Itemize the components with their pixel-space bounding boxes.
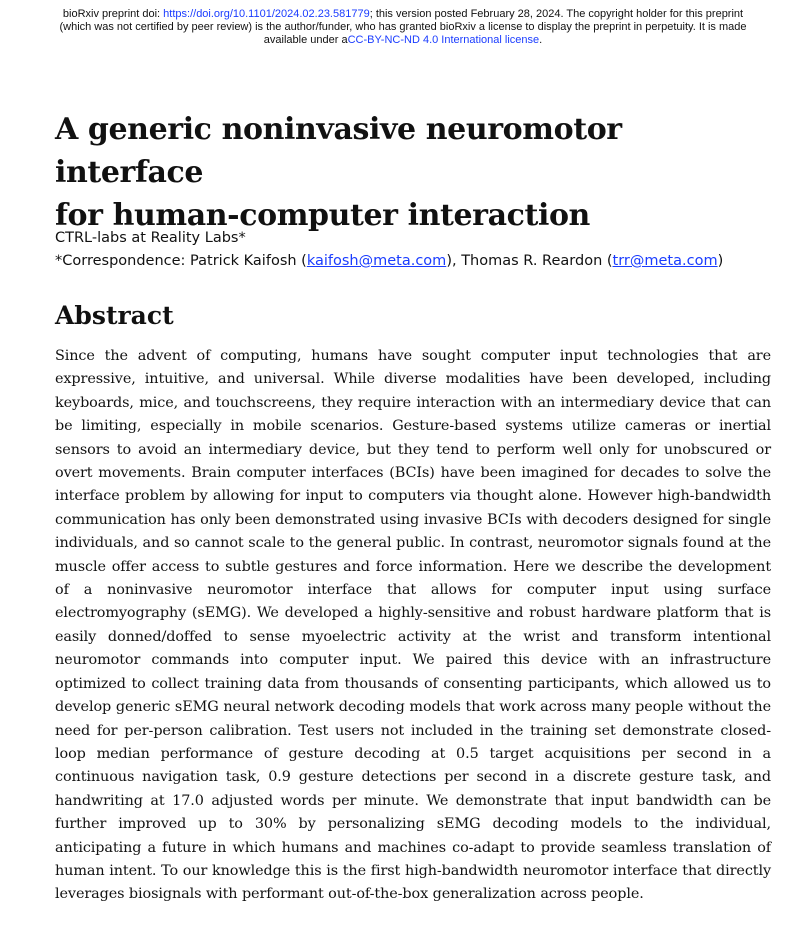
correspondence-prefix: *Correspondence: Patrick Kaifosh (: [55, 253, 307, 269]
correspondence-suffix: ): [717, 253, 724, 269]
header-doi-prefix: bioRxiv preprint doi:: [62, 8, 164, 20]
author-block: [55, 227, 775, 273]
license-link[interactable]: CC-BY-NC-ND 4.0 International license: [347, 34, 540, 46]
correspondence: [55, 250, 775, 273]
affiliation: CTRL-labs at Reality Labs*: [55, 230, 246, 246]
header-license-prefix: available under a: [263, 34, 348, 46]
abstract-text: Since the advent of computing, humans have sought computer input technologies that are expressive, intuitive, and universal. While diverse modalities have been developed, including keyboards, mice, and touchscreens, they require interaction with an intermediary device that can be limiting, especially in mobile scenarios. Gesture-based systems utilize cameras or inertial sensors to avoid an intermediary device, but they tend to perform well only for unobscured or overt movements. Brain computer interfaces (BCIs) have been imagined for decades to solve the interface problem by allowing for input to computers via thought alone. However high-bandwidth communication has only been demonstrated using invasive BCIs with decoders designed for single individuals, and so cannot scale to the general public. In contrast, neuromotor signals found at the muscle offer access to subtle gestures and force information. Here we describe the development of a noninvasive neuromotor interface that allows for computer input using surface electromyography (sEMG). We developed a highly-sensitive and robust hardware platform that is easily donned/doffed to sense myoelectric activity at the wrist and transform intentional neuromotor commands into computer input. We paired this device with an infrastructure optimized to collect training data from thousands of consenting participants, which allowed us to develop generic sEMG neural network decoding models that work across many people without the need for per-person calibration. Test users not included in the training set demonstrate closed-loop median performance of gesture decoding at 0.5 target acquisitions per second in a continuous navigation task, 0.9 gesture detections per second in a discrete gesture task, and handwriting at 17.0 adjusted words per minute. We demonstrate that input bandwidth can be further improved up to 30% by personalizing sEMG decoding models to the individual, anticipating a future in which humans and machines co-adapt to provide seamless translation of human intent. To our knowledge this is the first high-bandwidth neuromotor interface that directly leverages biosignals with performant out-of-the-box generalization across people.: [55, 348, 771, 903]
doi-link[interactable]: https://doi.org/10.1101/2024.02.23.581779: [163, 8, 370, 20]
header-line1-suffix: ; this version posted February 28, 2024. The copyright holder for this preprint: [369, 8, 744, 20]
correspondence-middle: ), Thomas R. Reardon (: [446, 253, 613, 269]
title-line-1: A generic noninvasive neuromotor interface: [55, 112, 622, 190]
paper-title: [55, 108, 775, 237]
email-link-reardon[interactable]: trr@meta.com: [612, 253, 718, 269]
email-link-kaifosh[interactable]: kaifosh@meta.com: [306, 253, 447, 269]
header-line-1: [0, 8, 806, 21]
abstract-heading: Abstract: [55, 301, 174, 330]
preprint-header: [0, 8, 806, 47]
header-line-2: (which was not certified by peer review) is the author/funder, who has granted bioRxiv a license to display the preprint in perpetuity. It is made: [59, 21, 747, 33]
header-line-3: [0, 34, 806, 47]
title-line-2: for human-computer interaction: [55, 198, 590, 233]
header-line3-suffix: .: [539, 34, 543, 46]
